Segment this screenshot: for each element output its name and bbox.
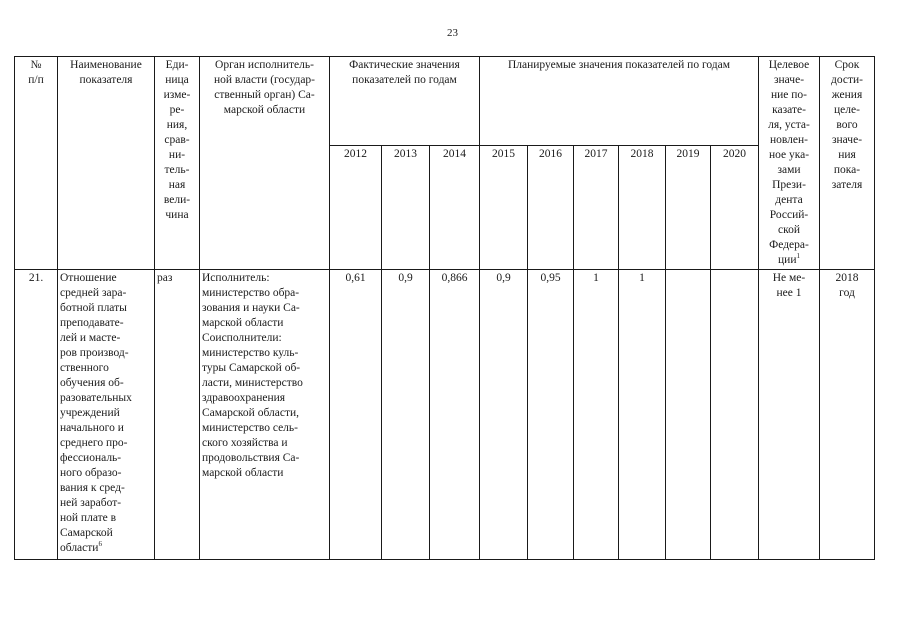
page-number: 23 — [447, 27, 458, 39]
row-name: Отношение средней зара- ботной платы преподавате- лей и масте- ров производ- ственного обучения об- разовательных учреждений начального и среднего про- фессиональ- ного образо- вания к сред- ней заработ- ной плате в Самарской области$^6$ — [58, 270, 155, 560]
year-plan-2015: 2015 — [480, 146, 528, 270]
year-fact-2014: 2014 — [430, 146, 480, 270]
value-2014: 0,866 — [430, 270, 480, 560]
table-row — [15, 270, 875, 560]
value-2016: 0,95 — [528, 270, 574, 560]
header-name: Наименование показателя — [58, 57, 155, 270]
value-2018: 1 — [619, 270, 666, 560]
year-plan-2019: 2019 — [666, 146, 711, 270]
value-2015: 0,9 — [480, 270, 528, 560]
footnote-ref-6: 6 — [98, 540, 102, 549]
row-deadline: 2018 год — [820, 270, 875, 560]
header-organ: Орган исполнитель- ной власти (государ- ственный орган) Са- марской области — [200, 57, 330, 270]
row-num: 21. — [15, 270, 58, 560]
row-organ: Исполнитель: министерство обра- зования и науки Са- марской области Соисполнители: министерство куль- туры Самарской об- ласти, министерство здравоохранения Самарской области, министерство сель- ского хозяйства и продовольствия Са- марской области — [200, 270, 330, 560]
header-num: № п/п — [15, 57, 58, 270]
row-target: Не ме- нее 1 — [759, 270, 820, 560]
header-deadline: Срок дости- жения целе- вого значе- ния пока- зателя — [820, 57, 875, 270]
row-unit: раз — [155, 270, 200, 560]
header-target: Целевое значе- ние по- казате- ля, уста- новлен- ное ука- зами Прези- дента Россий- ской Федера- ции$^1$ — [759, 57, 820, 270]
header-plan: Планируемые значения показателей по годам — [480, 57, 759, 146]
year-fact-2012: 2012 — [330, 146, 382, 270]
year-plan-2017: 2017 — [574, 146, 619, 270]
indicators-table — [14, 56, 875, 560]
footnote-ref-1: 1 — [796, 252, 800, 261]
value-2020 — [711, 270, 759, 560]
value-2017: 1 — [574, 270, 619, 560]
year-plan-2018: 2018 — [619, 146, 666, 270]
year-plan-2020: 2020 — [711, 146, 759, 270]
header-fact: Фактические значения показателей по годам — [330, 57, 480, 146]
year-fact-2013: 2013 — [382, 146, 430, 270]
year-plan-2016: 2016 — [528, 146, 574, 270]
value-2013: 0,9 — [382, 270, 430, 560]
value-2012: 0,61 — [330, 270, 382, 560]
header-unit: Еди- ница изме- ре- ния, срав- ни- тель- ная вели- чина — [155, 57, 200, 270]
value-2019 — [666, 270, 711, 560]
